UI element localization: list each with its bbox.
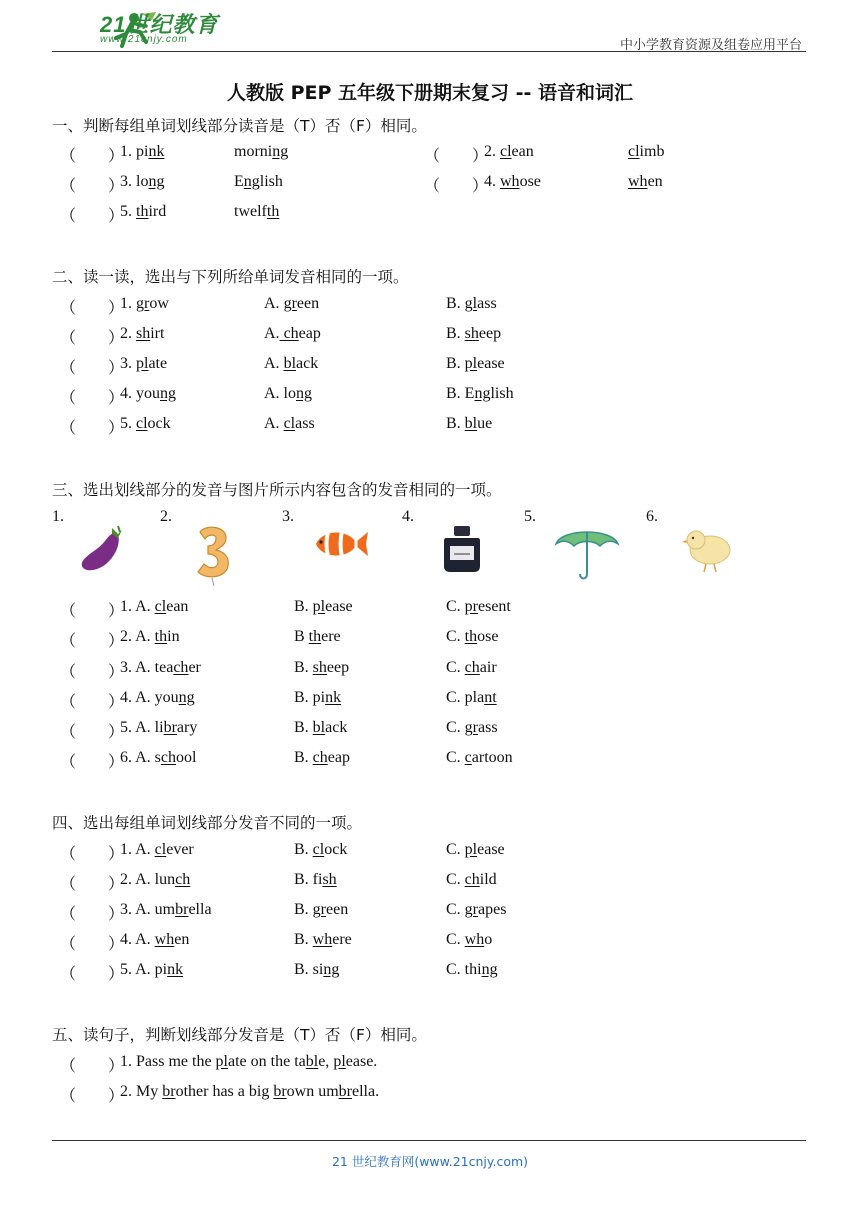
s4-row-1 <box>52 841 812 865</box>
option-a: A. class <box>264 415 315 432</box>
option-a: 4. A. when <box>120 931 190 948</box>
option-b: B. sing <box>294 961 340 978</box>
picture-number: 6. <box>646 508 658 525</box>
s3-row-4 <box>52 689 812 713</box>
answer-blank[interactable]: （ ） <box>60 846 125 863</box>
answer-blank[interactable]: （ ） <box>60 664 125 681</box>
answer-blank[interactable]: （ ） <box>60 633 125 650</box>
s2-row-3 <box>52 355 812 379</box>
number-three-balloon-icon <box>192 524 236 586</box>
option-b: B. clock <box>294 841 348 858</box>
picture-row <box>52 508 812 588</box>
page-header <box>0 0 860 60</box>
q-word: 4. whose <box>484 173 541 190</box>
answer-blank[interactable]: （ ） <box>60 966 125 983</box>
q-word: 1. grow <box>120 295 169 312</box>
option-a: 3. A. teacher <box>120 659 201 676</box>
answer-blank[interactable]: （ ） <box>60 603 125 620</box>
picture-number: 2. <box>160 508 172 525</box>
answer-blank[interactable]: （ ） <box>60 694 125 711</box>
option-c: C. thing <box>446 961 498 978</box>
umbrella-icon <box>554 524 620 582</box>
logo-text: 21世纪教育 <box>100 12 219 37</box>
s3-row-2 <box>52 628 812 652</box>
q-word: English <box>234 173 283 190</box>
s1-row-1 <box>52 143 812 167</box>
option-b: B there <box>294 628 341 645</box>
s3-row-1 <box>52 598 812 622</box>
answer-blank[interactable]: （ ） <box>60 906 125 923</box>
option-a: 1. A. clean <box>120 598 189 615</box>
s4-row-5 <box>52 961 812 985</box>
option-a: 3. A. umbrella <box>120 901 212 918</box>
option-a: 6. A. school <box>120 749 197 766</box>
option-b: B. glass <box>446 295 497 312</box>
option-c: C. those <box>446 628 499 645</box>
q-word: 2. clean <box>484 143 534 160</box>
s4-row-2 <box>52 871 812 895</box>
section-1-heading: 一、判断每组单词划线部分读音是（T）否（F）相同。 <box>52 117 427 135</box>
option-b: B. please <box>446 355 505 372</box>
s5-row-2 <box>52 1083 812 1107</box>
answer-blank[interactable]: （ ） <box>60 1058 125 1075</box>
option-b: B. sheep <box>294 659 350 676</box>
clownfish-icon <box>312 524 372 564</box>
picture-number: 3. <box>282 508 294 525</box>
sentence: 1. Pass me the plate on the table, please. <box>120 1053 378 1070</box>
section-2-heading: 二、读一读，选出与下列所给单词发音相同的一项。 <box>52 268 409 286</box>
header-platform-text: 中小学教育资源及组卷应用平台 <box>619 38 802 53</box>
answer-blank[interactable]: （ ） <box>60 208 125 225</box>
option-c: C. cartoon <box>446 749 513 766</box>
option-c: C. grapes <box>446 901 507 918</box>
answer-blank[interactable]: （ ） <box>424 178 489 195</box>
section-4-heading: 四、选出每组单词划线部分发音不同的一项。 <box>52 814 363 832</box>
answer-blank[interactable]: （ ） <box>60 360 125 377</box>
option-a: 4. A. young <box>120 689 195 706</box>
option-b: B. fish <box>294 871 337 888</box>
s3-row-3 <box>52 659 812 683</box>
footer-link[interactable]: 21 世纪教育网(www.21cnjy.com) <box>331 1154 529 1169</box>
option-a: 2. A. lunch <box>120 871 191 888</box>
answer-blank[interactable]: （ ） <box>60 420 125 437</box>
s4-row-3 <box>52 901 812 925</box>
q-word: 4. young <box>120 385 176 402</box>
footer-divider <box>52 1140 806 1141</box>
q-word: 1. pink <box>120 143 165 160</box>
option-b: B. blue <box>446 415 493 432</box>
s2-row-1 <box>52 295 812 319</box>
answer-blank[interactable]: （ ） <box>60 754 125 771</box>
s2-row-5 <box>52 415 812 439</box>
section-3-heading: 三、选出划线部分的发音与图片所示内容包含的发音相同的一项。 <box>52 481 502 499</box>
ink-bottle-icon <box>440 524 484 574</box>
picture-number: 1. <box>52 508 64 525</box>
option-a: 5. A. pink <box>120 961 184 978</box>
option-a: A. green <box>264 295 320 312</box>
header-divider <box>52 51 806 52</box>
eggplant-icon <box>78 524 128 576</box>
s2-row-4 <box>52 385 812 409</box>
option-b: B. English <box>446 385 514 402</box>
s4-row-4 <box>52 931 812 955</box>
answer-blank[interactable]: （ ） <box>60 178 125 195</box>
logo-url: www.21cnjy.com <box>100 34 188 45</box>
answer-blank[interactable]: （ ） <box>60 1088 125 1105</box>
option-a: A. black <box>264 355 319 372</box>
s3-row-5 <box>52 719 812 743</box>
option-c: C. present <box>446 598 511 615</box>
option-b: B. sheep <box>446 325 502 342</box>
option-a: A. cheap <box>264 325 321 342</box>
option-a: 5. A. library <box>120 719 198 736</box>
option-c: C. please <box>446 841 505 858</box>
option-b: B. pink <box>294 689 342 706</box>
answer-blank[interactable]: （ ） <box>60 876 125 893</box>
option-b: B. green <box>294 901 349 918</box>
s1-row-3 <box>52 203 812 227</box>
picture-number: 4. <box>402 508 414 525</box>
answer-blank[interactable]: （ ） <box>60 148 125 165</box>
answer-blank[interactable]: （ ） <box>60 300 125 317</box>
answer-blank[interactable]: （ ） <box>60 330 125 347</box>
s2-row-2 <box>52 325 812 349</box>
option-b: B. please <box>294 598 353 615</box>
q-word: 3. plate <box>120 355 168 372</box>
answer-blank[interactable]: （ ） <box>60 390 125 407</box>
q-word: 2. shirt <box>120 325 165 342</box>
s3-row-6 <box>52 749 812 773</box>
option-b: B. cheap <box>294 749 350 766</box>
option-c: C. child <box>446 871 497 888</box>
s5-row-1 <box>52 1053 812 1077</box>
option-b: B. where <box>294 931 352 948</box>
option-a: A. long <box>264 385 312 402</box>
section-5-heading: 五、读句子，判断划线部分发音是（T）否（F）相同。 <box>52 1026 427 1044</box>
q-word: when <box>628 173 663 190</box>
picture-number: 5. <box>524 508 536 525</box>
option-c: C. who <box>446 931 493 948</box>
chick-icon <box>680 524 736 574</box>
q-word: 5. third <box>120 203 167 220</box>
answer-blank[interactable]: （ ） <box>60 724 125 741</box>
s1-row-2 <box>52 173 812 197</box>
option-b: B. black <box>294 719 348 736</box>
option-c: C. plant <box>446 689 497 706</box>
q-word: 5. clock <box>120 415 171 432</box>
option-a: 1. A. clever <box>120 841 194 858</box>
answer-blank[interactable]: （ ） <box>60 936 125 953</box>
sentence: 2. My brother has a big brown umbrella. <box>120 1083 380 1100</box>
q-word: climb <box>628 143 665 160</box>
option-c: C. chair <box>446 659 497 676</box>
option-a: 2. A. thin <box>120 628 180 645</box>
q-word: morning <box>234 143 289 160</box>
page-title: 人教版 PEP 五年级下册期末复习 -- 语音和词汇 <box>226 82 634 104</box>
option-c: C. grass <box>446 719 498 736</box>
q-word: 3. long <box>120 173 165 190</box>
q-word: twelfth <box>234 203 280 220</box>
answer-blank[interactable]: （ ） <box>424 148 489 165</box>
